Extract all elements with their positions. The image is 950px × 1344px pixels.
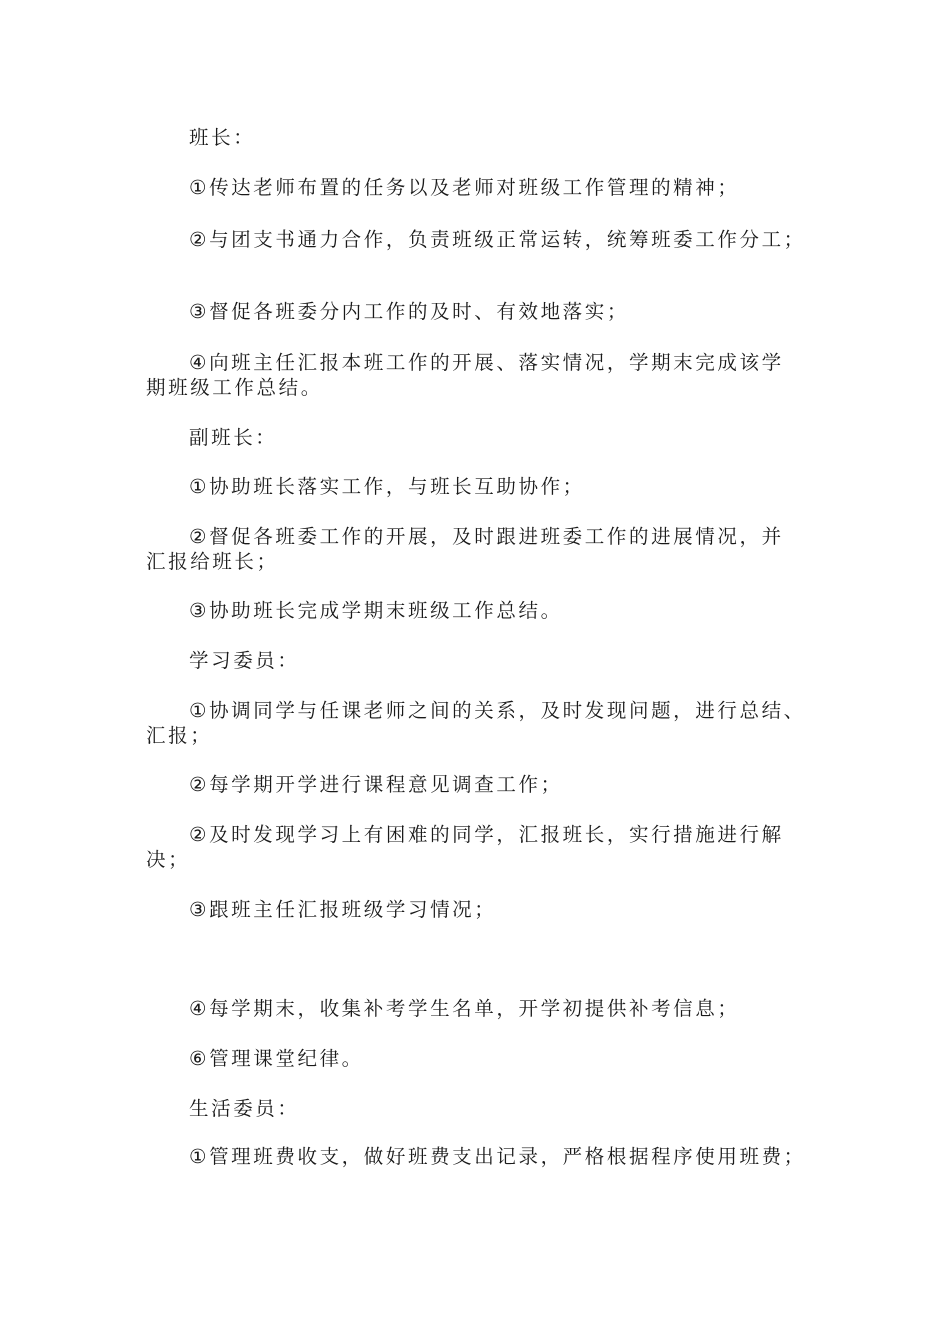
paragraph-line: ③跟班主任汇报班级学习情况； <box>189 898 497 921</box>
paragraph-line: ①协助班长落实工作，与班长互助协作； <box>189 475 585 498</box>
paragraph-line: ②与团支书通力合作，负责班级正常运转，统筹班委工作分工； <box>189 228 806 251</box>
heading-life-committee: 生活委员： <box>189 1097 300 1120</box>
heading-vice-monitor: 副班长： <box>189 426 278 449</box>
paragraph-line: ②每学期开学进行课程意见调查工作； <box>189 773 563 796</box>
paragraph-line-continued: 期班级工作总结。 <box>146 376 323 399</box>
paragraph-line: ④向班主任汇报本班工作的开展、落实情况，学期末完成该学 <box>189 351 784 374</box>
paragraph-line: ④每学期末，收集补考学生名单，开学初提供补考信息； <box>189 997 740 1020</box>
paragraph-line: ②及时发现学习上有困难的同学，汇报班长，实行措施进行解 <box>189 823 784 846</box>
paragraph-line-continued: 汇报给班长； <box>146 550 279 573</box>
paragraph-line: ⑥管理课堂纪律。 <box>189 1047 364 1070</box>
paragraph-line: ③督促各班委分内工作的及时、有效地落实； <box>189 300 629 323</box>
paragraph-line: ③协助班长完成学期末班级工作总结。 <box>189 599 563 622</box>
paragraph-line: ①协调同学与任课老师之间的关系，及时发现问题，进行总结、 <box>189 699 806 722</box>
paragraph-line: ②督促各班委工作的开展，及时跟进班委工作的进展情况，并 <box>189 525 784 548</box>
heading-monitor: 班长： <box>189 126 256 149</box>
paragraph-line-continued: 汇报； <box>146 724 213 747</box>
paragraph-line-continued: 决； <box>146 848 191 871</box>
heading-study-committee: 学习委员： <box>189 649 300 672</box>
paragraph-line: ①传达老师布置的任务以及老师对班级工作管理的精神； <box>189 176 740 199</box>
paragraph-line: ①管理班费收支，做好班费支出记录，严格根据程序使用班费； <box>189 1145 806 1168</box>
